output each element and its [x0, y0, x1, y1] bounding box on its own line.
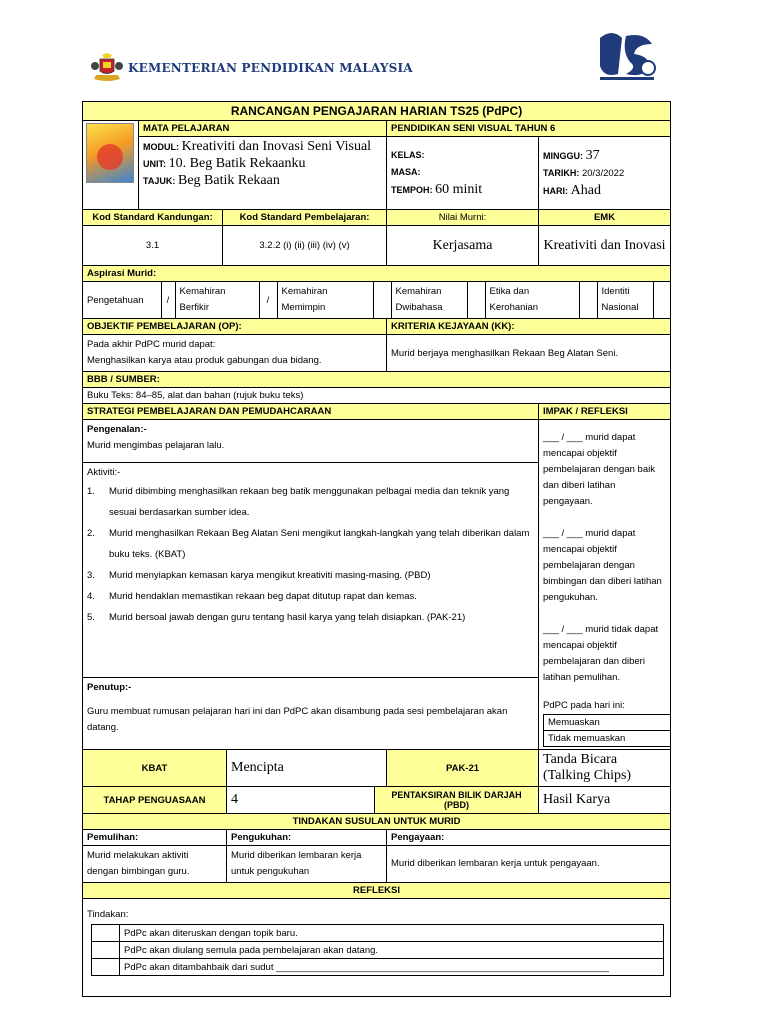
- pak-value: Tanda Bicara (Talking Chips): [539, 750, 671, 787]
- coat-of-arms-icon: [90, 53, 124, 83]
- kbat-value: Mencipta: [227, 750, 387, 787]
- kbat-label: KBAT: [83, 750, 227, 787]
- strategi-label: STRATEGI PEMBELAJARAN DAN PEMUDAHCARAAN: [83, 404, 539, 420]
- pdpc-memuaskan: Memuaskan: [544, 715, 671, 731]
- tarikh-value: 20/3/2022: [581, 167, 625, 179]
- unit-value: 10. Beg Batik Rekaanku: [168, 156, 306, 171]
- kriteria-text: Murid berjaya menghasilkan Rekaan Beg Alatan Seni.: [387, 335, 671, 372]
- pbd-label: PENTAKSIRAN BILIK DARJAH (PBD): [375, 787, 539, 814]
- emk-value: Kreativiti dan Inovasi: [539, 226, 671, 266]
- mata-pelajaran-value: PENDIDIKAN SENI VISUAL TAHUN 6: [387, 121, 671, 137]
- tindakan-option: PdPc akan ditambahbaik dari sudut _______________________________________________________________: [120, 959, 664, 976]
- plan-title: RANCANGAN PENGAJARAN HARIAN TS25 (PdPC): [83, 102, 671, 121]
- tindakan-option: PdPc akan diulang semula pada pembelajaran akan datang.: [120, 942, 664, 959]
- impak-bimbingan: ___ / ___ murid dapat mencapai objektif pembelajaran dengan bimbingan dan diberi latihan pengukuhan.: [543, 528, 662, 603]
- tindakan-checkbox[interactable]: [92, 959, 120, 976]
- refleksi-label: REFLEKSI: [83, 883, 671, 899]
- aspirasi-mark: [373, 282, 391, 318]
- aspirasi-item: Kemahiran Berfikir: [175, 282, 259, 318]
- kriteria-label: KRITERIA KEJAYAAN (KK):: [387, 319, 671, 335]
- ministry-name: KEMENTERIAN PENDIDIKAN MALAYSIA: [128, 61, 413, 75]
- tahap-label: TAHAP PENGUASAAN: [83, 787, 227, 814]
- pengenalan-section: Pengenalan:- Murid mengimbas pelajaran lalu.: [83, 420, 539, 463]
- objektif-label: OBJEKTIF PEMBELAJARAN (OP):: [83, 319, 387, 335]
- tindakan-label: Tindakan:: [87, 909, 129, 920]
- tindakan-option: PdPc akan diteruskan dengan topik baru.: [120, 925, 664, 942]
- aspirasi-mark: [579, 282, 597, 318]
- list-item: 2. Murid menghasilkan Rekaan Beg Alatan Seni mengikut langkah-langkah yang telah diberikan dalam buku teks. (KBAT): [87, 527, 530, 560]
- penutup-section: Penutup:- Guru membuat rumusan pelajaran hari ini dan PdPC akan disambung pada sesi pembelajaran akan datang.: [83, 678, 539, 750]
- refleksi-section: [83, 899, 671, 997]
- pak-label: PAK-21: [387, 750, 539, 787]
- pdpc-label: PdPC pada hari ini:: [543, 700, 625, 711]
- pemulihan-text: Murid melakukan aktiviti dengan bimbingan guru.: [83, 846, 227, 883]
- pemulihan-label: Pemulihan:: [83, 830, 227, 846]
- aspirasi-mark: [467, 282, 485, 318]
- hari-value: Ahad: [570, 182, 601, 198]
- impak-pemulihan: ___ / ___ murid tidak dapat mencapai objektif pembelajaran dan diberi latihan pemulihan.: [543, 624, 659, 683]
- impak-label: IMPAK / REFLEKSI: [539, 404, 671, 420]
- aktiviti-section: Aktiviti:- 1. Murid dibimbing menghasilkan rekaan beg batik menggunakan pelbagai media dan teknik yang sesuai berdasarkan sumber idea. 2. Murid menghasilkan Rekaan Beg Alatan Seni mengikut langkah-langkah yang telah diberikan dalam buku teks. (KBAT) 3. Murid menyiapkan kemasan karya mengikut kreativiti masing-masing. (PBD) 4. Murid hendaklan memastikan rekaan beg dapat ditutup rapat dan kemas. 5. Murid bersoal jawab dengan guru tentang hasil karya yang telah disiapkan. (PAK-21): [83, 462, 539, 677]
- date-info: MINGGU: 37 TARIKH: 20/3/2022 HARI: Ahad: [539, 137, 671, 210]
- aspirasi-item: Identiti Nasional: [597, 282, 653, 318]
- impak-baik: ___ / ___ murid dapat mencapai objektif pembelajaran dengan baik dan diberi latihan pengayaan.: [543, 432, 655, 507]
- aspirasi-item: Kemahiran Dwibahasa: [391, 282, 467, 318]
- list-item: 5. Murid bersoal jawab dengan guru tentang hasil karya yang telah disiapkan. (PAK-21): [87, 611, 466, 623]
- pengayaan-label: Pengayaan:: [387, 830, 671, 846]
- class-info: KELAS: MASA: TEMPOH: 60 minit: [387, 137, 539, 210]
- ksp-label: Kod Standard Pembelajaran:: [223, 210, 387, 226]
- nilai-label: Nilai Murni:: [387, 210, 539, 226]
- ksk-value: 3.1: [83, 226, 223, 266]
- aspirasi-mark: /: [259, 282, 277, 318]
- textbook-cover-image: [83, 121, 139, 210]
- ts25-logo-icon: [592, 30, 662, 84]
- tindakan-checkbox[interactable]: [92, 942, 120, 959]
- tindakan-checkbox[interactable]: [92, 925, 120, 942]
- mata-pelajaran-label: MATA PELAJARAN: [139, 121, 387, 137]
- tempoh-value: 60 minit: [435, 182, 483, 197]
- list-item: 4. Murid hendaklan memastikan rekaan beg dapat ditutup rapat dan kemas.: [87, 590, 417, 602]
- aspirasi-item: Etika dan Kerohanian: [485, 282, 579, 318]
- list-item: 1. Murid dibimbing menghasilkan rekaan beg batik menggunakan pelbagai media dan teknik yang sesuai berdasarkan sumber idea.: [87, 485, 510, 518]
- pengayaan-text: Murid diberikan lembaran kerja untuk pengayaan.: [387, 846, 671, 883]
- pengukuhan-label: Pengukuhan:: [227, 830, 387, 846]
- minggu-value: 37: [585, 147, 600, 163]
- aspirasi-mark: [653, 282, 671, 318]
- susulan-label: TINDAKAN SUSULAN UNTUK MURID: [83, 814, 671, 830]
- lesson-plan-table: [82, 101, 671, 997]
- aspirasi-item: Pengetahuan: [83, 282, 161, 318]
- aspirasi-label: Aspirasi Murid:: [83, 266, 671, 282]
- objektif-text: Pada akhir PdPC murid dapat: Menghasilkan karya atau produk gabungan dua bidang.: [83, 335, 387, 372]
- ksp-value: 3.2.2 (i) (ii) (iii) (iv) (v): [223, 226, 387, 266]
- page-header: [0, 0, 768, 100]
- emk-label: EMK: [539, 210, 671, 226]
- module-info: MODUL: Kreativiti dan Inovasi Seni Visual UNIT: 10. Beg Batik Rekaanku TAJUK: Beg Batik Rekaan: [139, 137, 387, 210]
- pdpc-tidak-memuaskan: Tidak memuaskan: [544, 731, 671, 747]
- pbd-value: Hasil Karya: [539, 787, 671, 814]
- bbb-text: Buku Teks: 84–85, alat dan bahan (rujuk buku teks): [83, 388, 671, 404]
- ksk-label: Kod Standard Kandungan:: [83, 210, 223, 226]
- nilai-value: Kerjasama: [387, 226, 539, 266]
- pdpc-options: [543, 714, 671, 747]
- aspirasi-mark: /: [161, 282, 175, 318]
- modul-value: Kreativiti dan Inovasi Seni Visual: [181, 139, 372, 154]
- aspirasi-item: Kemahiran Memimpin: [277, 282, 373, 318]
- tajuk-value: Beg Batik Rekaan: [177, 173, 280, 188]
- aspirasi-row: [83, 282, 671, 319]
- impak-section: [539, 420, 671, 750]
- pengukuhan-text: Murid diberikan lembaran kerja untuk pengukuhan: [227, 846, 387, 883]
- aktiviti-list: [87, 481, 534, 628]
- list-item: 3. Murid menyiapkan kemasan karya mengikut kreativiti masing-masing. (PBD): [87, 569, 431, 581]
- bbb-label: BBB / SUMBER:: [83, 372, 671, 388]
- tindakan-options: [91, 924, 664, 976]
- tahap-value: 4: [227, 787, 375, 814]
